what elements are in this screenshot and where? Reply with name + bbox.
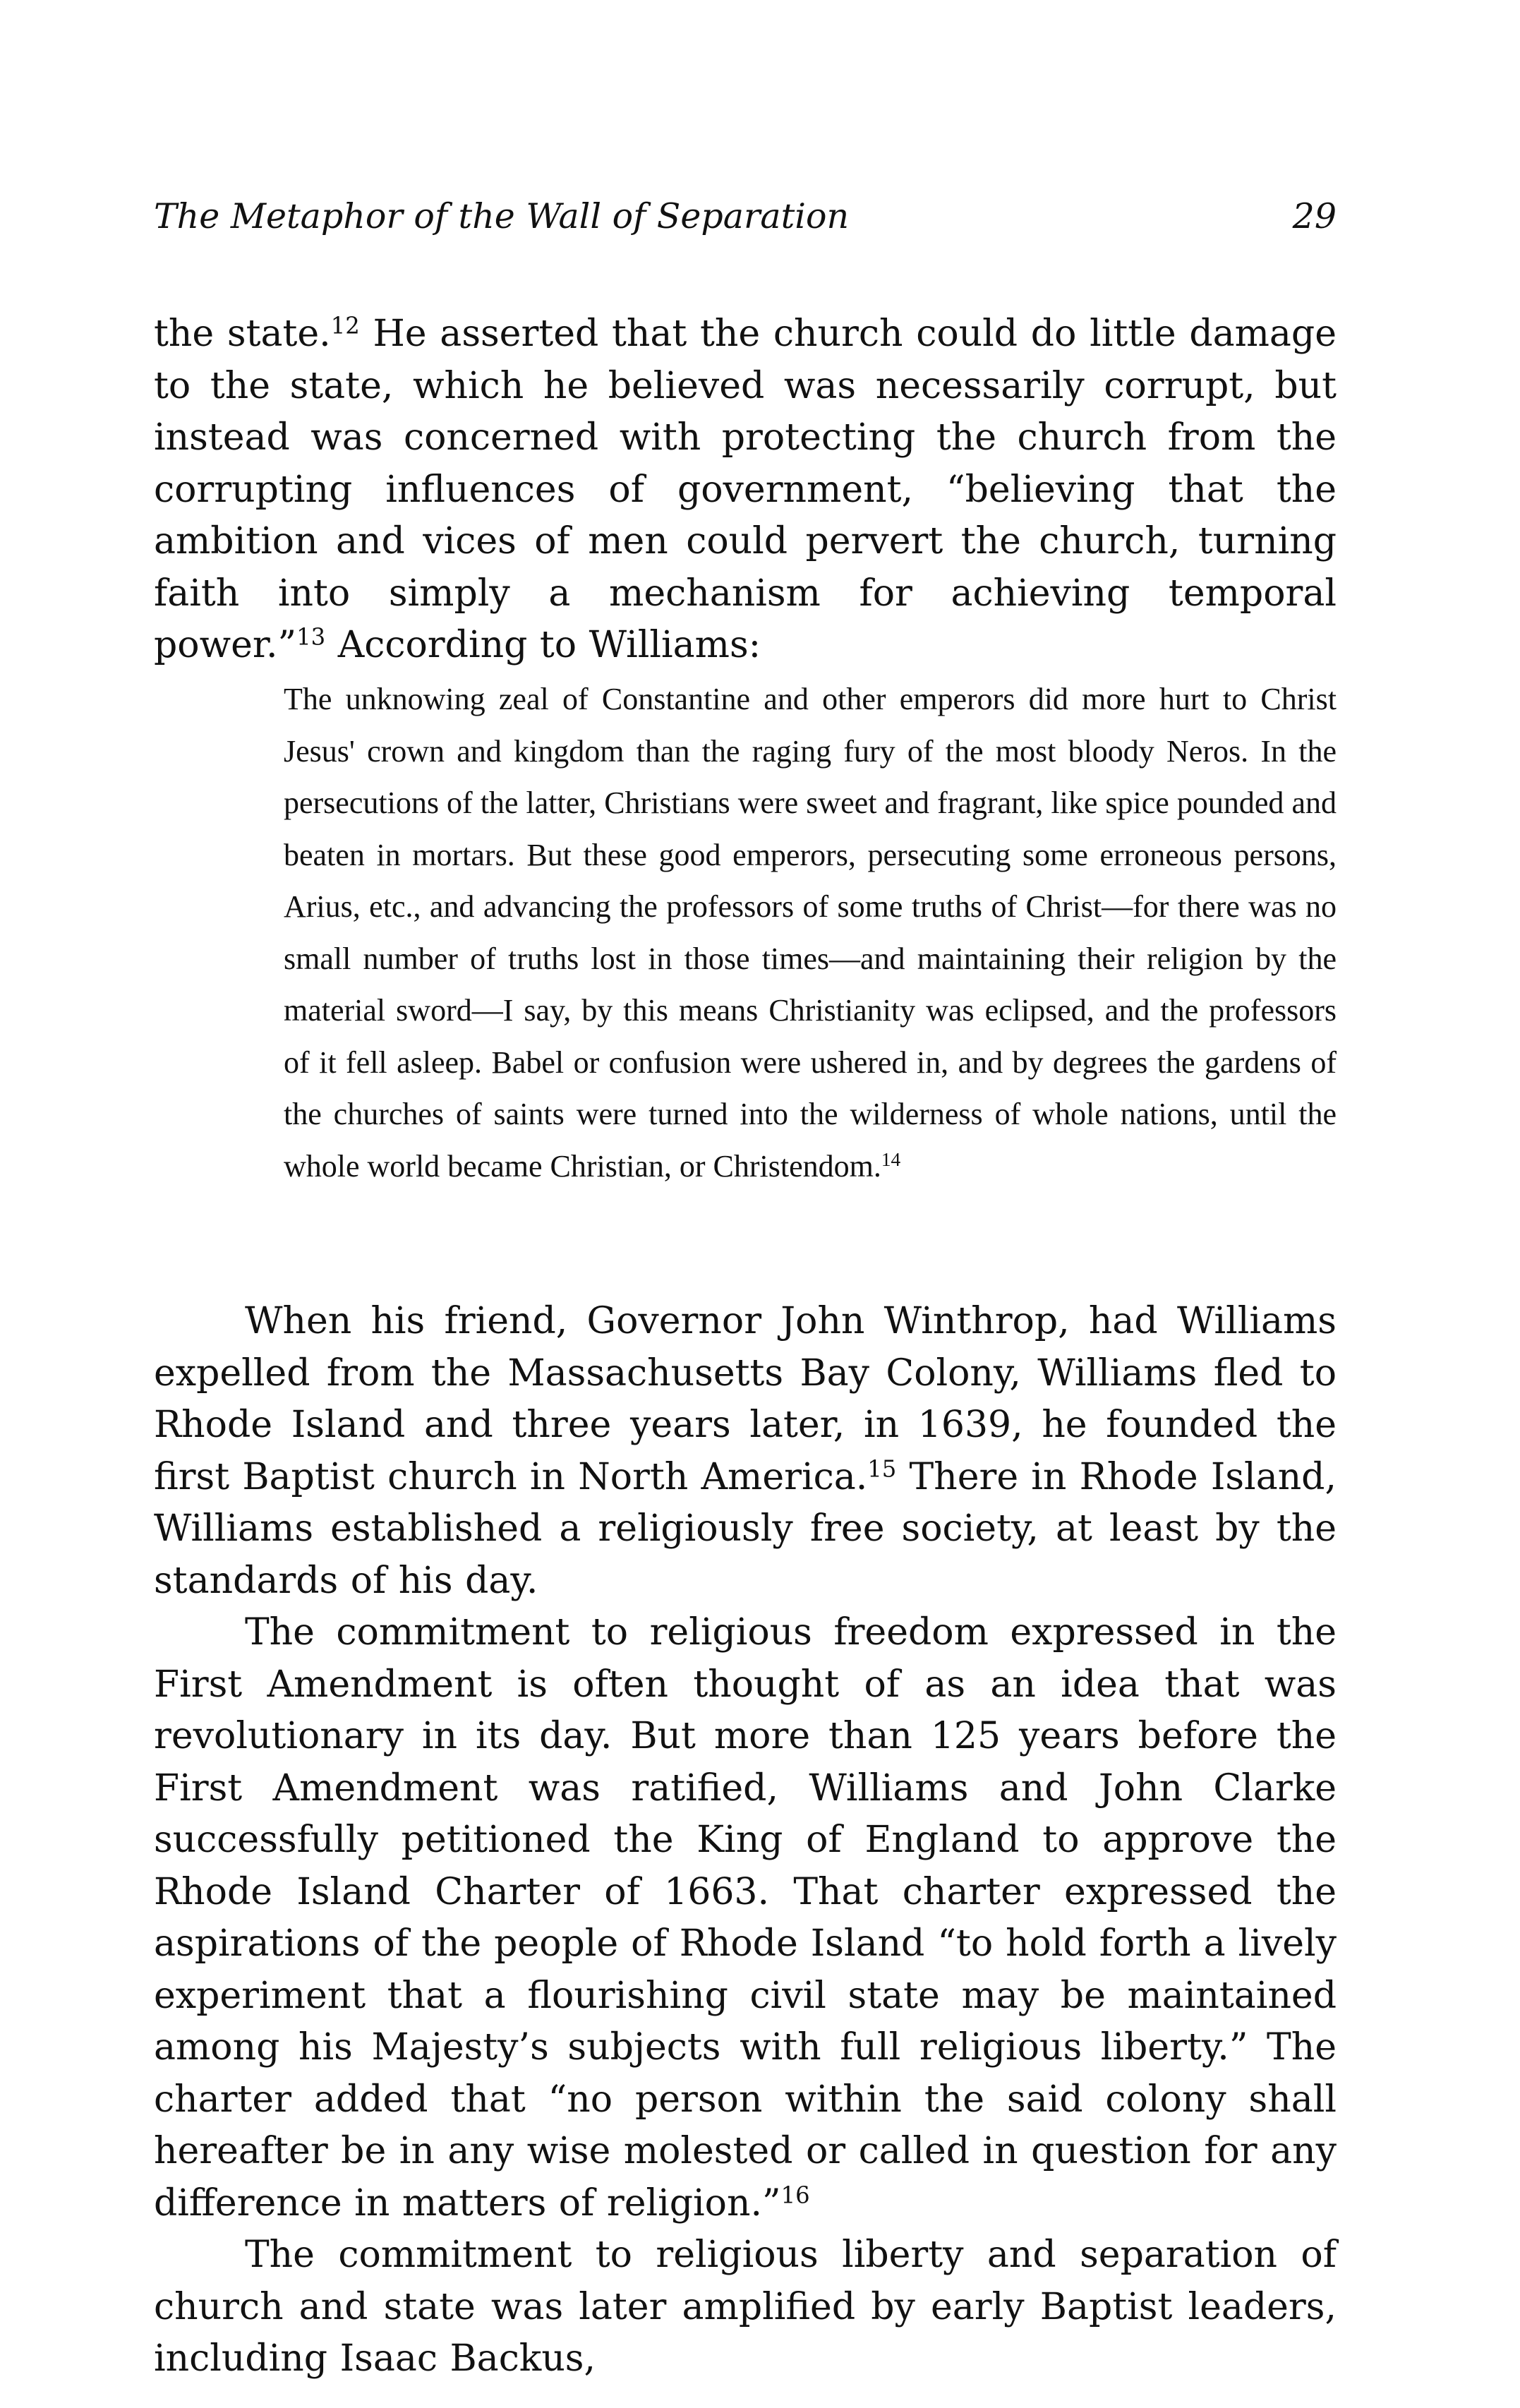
- paragraph-text: He asserted that the church could do little damage to the state, which he believed was necessarily corrupt, but instead was concerned with protecting the church from the corrupting influences of government, “believing that the ambition and vices of men could pervert the church, turning faith into simply a mechanism for achieving temporal power.”: [154, 313, 1337, 666]
- footnote-marker: 12: [330, 312, 360, 339]
- main-body-block: [154, 1296, 1337, 2385]
- paragraph-text: The commitment to religious liberty and separation of church and state was later amplified by early Baptist leaders, including Isaac Backus,: [154, 2234, 1337, 2380]
- body-paragraph: [154, 1296, 1337, 1607]
- paragraph-text: When his friend, Governor John Winthrop, had Williams expelled from the Massachusetts Bay Colony, Williams fled to Rhode Island and three years later, in 1639, he founded the first Baptist church in North America.: [154, 1300, 1337, 1498]
- paragraph-text: the state.: [154, 313, 331, 355]
- paragraph-text: The commitment to religious freedom expressed in the First Amendment is often thought of as an idea that was revolutionary in its day. But more than 125 years before the First Amendment was ratified, Williams and John Clarke successfully petitioned the King of England to approve the Rhode Island Charter of 1663. That charter expressed the aspirations of the people of Rhode Island “to hold forth a lively experiment that a flourishing civil state may be maintained among his Majesty’s subjects with full religious liberty.” The charter added that “no person within the said colony shall hereafter be in any wise molested or called in question for any difference in matters of religion.”: [154, 1611, 1337, 2225]
- body-paragraph: [154, 1607, 1337, 2229]
- block-quote: [284, 673, 1337, 1192]
- opening-paragraph-block: [154, 308, 1337, 672]
- paragraph-text: According to Williams:: [325, 624, 761, 666]
- footnote-marker: 15: [867, 1455, 897, 1482]
- running-title: The Metaphor of the Wall of Separation: [154, 196, 850, 236]
- footnote-marker: 16: [780, 2181, 810, 2208]
- running-head: [154, 192, 1337, 248]
- page-number: 29: [1292, 196, 1337, 236]
- quote-paragraph: [284, 673, 1337, 1192]
- body-paragraph: [154, 2229, 1337, 2385]
- footnote-marker: 14: [881, 1148, 901, 1170]
- paragraph-continued: [154, 308, 1337, 672]
- quote-text: The unknowing zeal of Constantine and other emperors did more hurt to Christ Jesus' crown and kingdom than the raging fury of the most bloody Neros. In the persecutions of the latter, Christians were sweet and fragrant, like spice pounded and beaten in mortars. But these good emperors, persecuting some erroneous persons, Arius, etc., and advancing the professors of some truths of Christ—for there was no small number of truths lost in those times—and maintaining their religion by the material sword—I say, by this means Christianity was eclipsed, and the professors of it fell asleep. Babel or confusion were ushered in, and by degrees the gardens of the churches of saints were turned into the wilderness of whole nations, until the whole world became Christian, or Christendom.: [284, 682, 1337, 1184]
- paragraph-text: There in Rhode Island, Williams established a religiously free society, at least by the standards of his day.: [154, 1455, 1337, 1602]
- footnote-marker: 13: [296, 623, 326, 651]
